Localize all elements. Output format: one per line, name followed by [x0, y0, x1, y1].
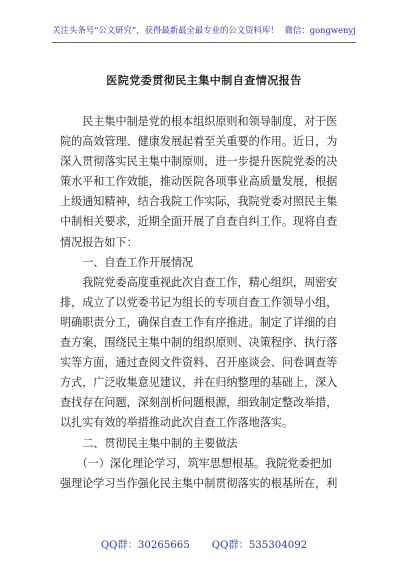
qq-group-2: QQ群：535304092 [211, 540, 308, 551]
body-line: 明确职责分工，确保自查工作有序推进。制定了详细的自 [60, 315, 338, 329]
body-line: 策水平和工作效能，推动医院各项事业高质量发展，根据 [60, 175, 338, 189]
body-line: （一）深化理论学习，筑牢思想根基。我院党委把加 [60, 456, 332, 470]
body-line: 排，成立了以党委书记为组长的专项自查工作领导小组， [60, 295, 338, 309]
promo-banner [0, 24, 408, 36]
body-line: 上级通知精神，结合我院工作实际，我院党委对照民主集 [60, 195, 338, 209]
section-heading: 二、贯彻民主集中制的主要做法 [60, 436, 238, 450]
body-line: 以扎实有效的举措推动此次自查工作落地落实。 [60, 416, 293, 430]
body-line: 强理论学习当作强化民主集中制贯彻落实的根基所在，利 [60, 476, 338, 490]
body-line: 民主集中制是党的根本组织原则和领导制度，对于医 [60, 115, 338, 128]
wechat-id: gongwenyj [309, 25, 356, 35]
document-body [60, 112, 348, 494]
body-line: 查找存在问题，深刻剖析问题根源，细致制定整改举措， [60, 396, 338, 410]
body-line: 方式，广泛收集意见建议，并在归纳整理的基础上，深入 [60, 376, 338, 390]
promo-text: 关注头条号“公文研究”，获得最新最全最专业的公文资料库！ [52, 25, 279, 35]
header-divider [52, 42, 356, 43]
body-line: 实等方面，通过查阅文件资料、召开座谈会、问卷调查等 [60, 356, 338, 370]
document-title: 医院党委贯彻民主集中制自查情况报告 [106, 74, 302, 87]
body-line: 中制相关要求，近期全面开展了自查自纠工作。现将自查 [60, 215, 338, 229]
wechat-label: 微信： [284, 25, 310, 35]
body-line: 院的高效管理、健康发展起着至关重要的作用。近日，为 [60, 135, 338, 149]
contact-footer [0, 536, 408, 551]
section-heading: 一、自查工作开展情况 [60, 255, 194, 269]
body-line: 查方案，围绕民主集中制的组织原则、决策程序、执行落 [60, 336, 338, 350]
body-line: 深入贯彻落实民主集中制原则，进一步提升医院党委的决 [60, 155, 338, 169]
body-line: 我院党委高度重视此次自查工作，精心组织，周密安 [60, 275, 338, 289]
qq-group-1: QQ群：30265665 [100, 540, 190, 551]
body-line: 情况报告如下： [60, 235, 138, 249]
